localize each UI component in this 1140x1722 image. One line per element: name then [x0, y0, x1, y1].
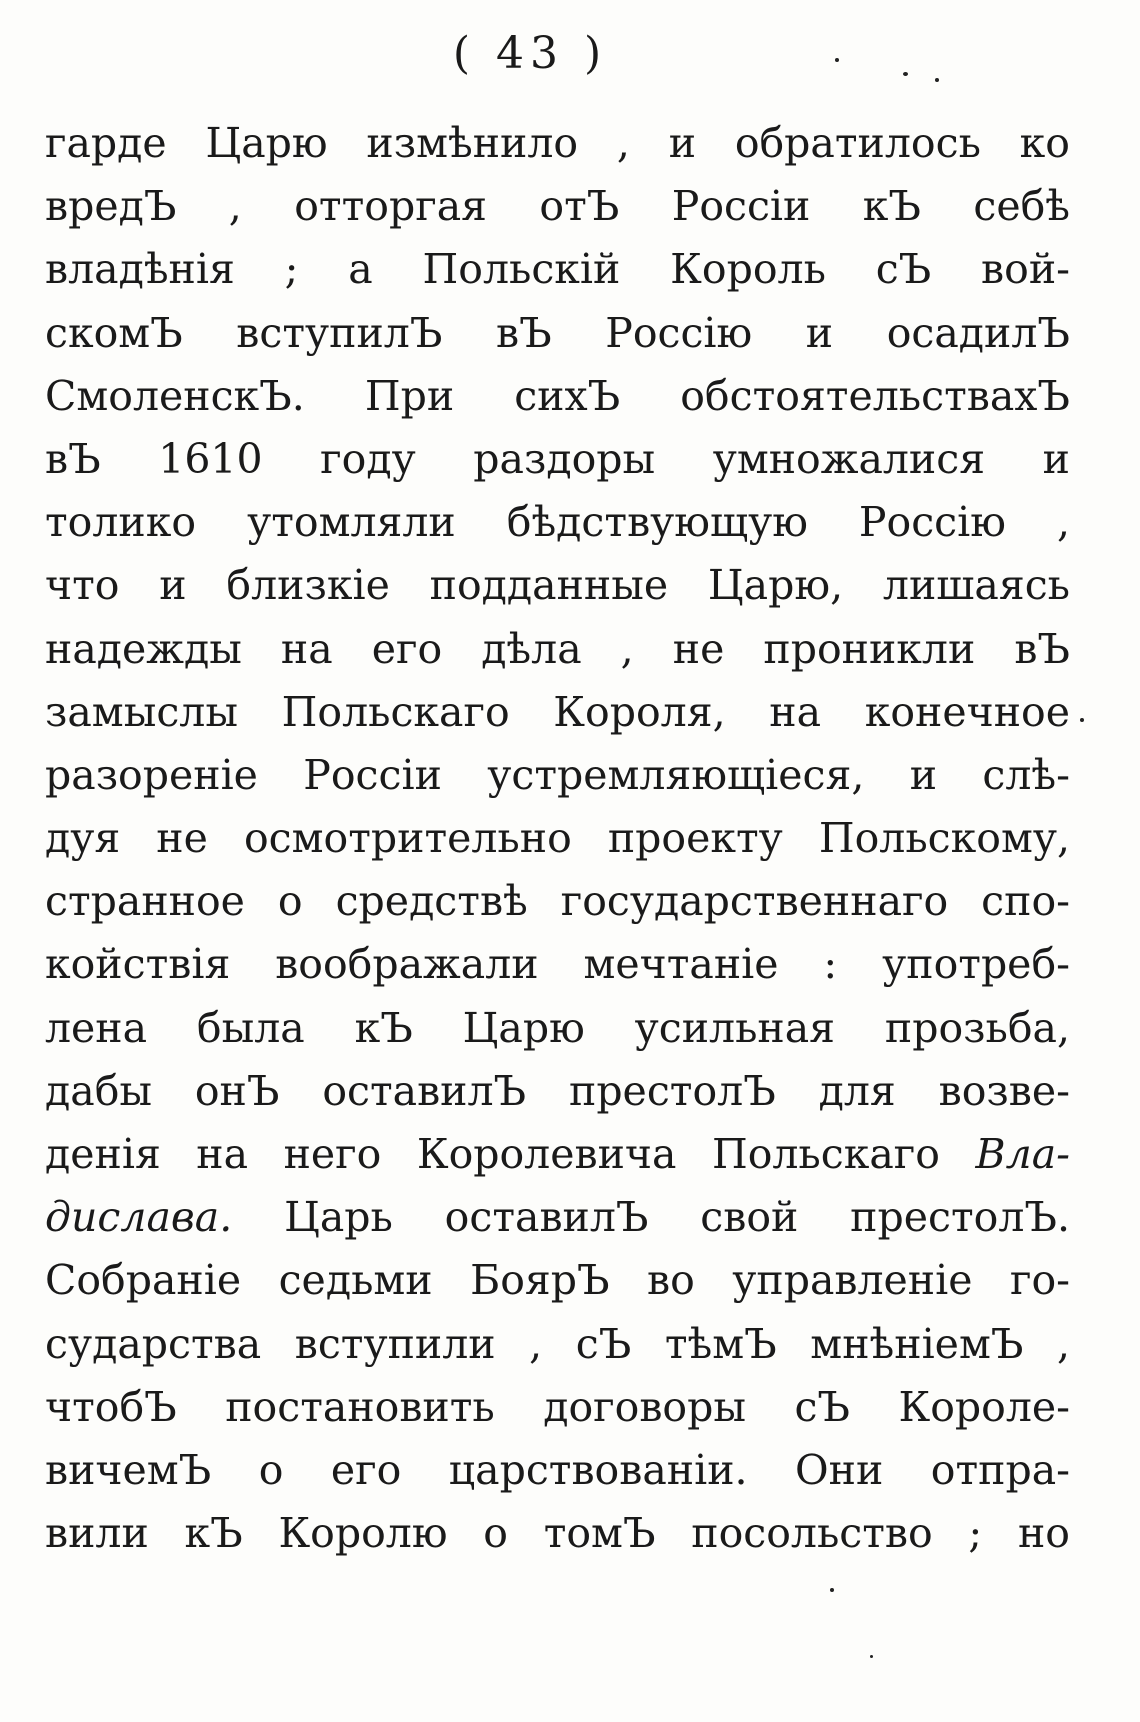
- text-line: вичемЪ о его царствованіи. Они отпра-: [45, 1445, 1070, 1494]
- text-line: дуя не осмотрительно проекту Польскому,: [45, 814, 1070, 863]
- text-line: толико утомляли бѣдствующую Россію ,: [45, 498, 1070, 547]
- text-line: надежды на его дѣла , не проникли вЪ: [45, 624, 1070, 673]
- page-number: ( 43 ): [452, 28, 608, 79]
- scan-speck: [903, 72, 908, 76]
- text-line: вили кЪ Королю о томЪ посольство ; но: [45, 1509, 1070, 1558]
- text-line: чтобЪ постановить договоры сЪ Короле-: [45, 1382, 1070, 1431]
- scan-speck: [870, 1655, 873, 1658]
- text-line: скомЪ вступилЪ вЪ Россію и осадилЪ: [45, 308, 1070, 357]
- body-text: [45, 112, 1070, 1565]
- text-line: владѣнія ; а Польскій Король сЪ вой-: [45, 245, 1070, 294]
- text-line: СмоленскЪ. При сихЪ обстоятельствахЪ: [45, 371, 1070, 420]
- text-line: койствія воображали мечтаніе : употреб-: [45, 940, 1070, 989]
- text-line: разореніе Россіи устремляющіеся, и слѣ-: [45, 750, 1070, 799]
- text-line: что и близкіе подданные Царю, лишаясь: [45, 561, 1070, 610]
- text-run: денія на него Королевича Польскаго: [45, 1130, 976, 1178]
- scan-speck: [935, 78, 939, 82]
- text-run: Царь оставилЪ свой престолЪ.: [232, 1193, 1070, 1242]
- text-line-with-italic: [45, 1186, 1070, 1249]
- text-line-with-italic: [45, 1123, 1070, 1186]
- text-line: вЪ 1610 году раздоры умножалися и: [45, 434, 1070, 483]
- italic-name: дислава.: [45, 1193, 233, 1242]
- text-line: странное о средствѣ государственнаго спо-: [45, 877, 1070, 926]
- text-line: сударства вступили , сЪ тѣмЪ мнѣніемЪ ,: [45, 1319, 1070, 1368]
- scan-speck: [1080, 718, 1084, 722]
- scan-speck: [830, 1588, 834, 1592]
- text-line: Собраніе седьми БоярЪ во управленіе го-: [45, 1256, 1070, 1305]
- text-line: гарде Царю измѣнило , и обратилось ко: [45, 119, 1070, 167]
- scan-speck: [835, 58, 839, 62]
- text-line: дабы онЪ оставилЪ престолЪ для возве-: [45, 1066, 1070, 1115]
- text-line: вредЪ , отторгая отЪ Россіи кЪ себѣ: [45, 182, 1070, 231]
- text-line: лена была кЪ Царю усильная прозьба,: [45, 1003, 1070, 1052]
- italic-name: Вла-: [975, 1130, 1070, 1178]
- text-line: замыслы Польскаго Короля, на конечное: [45, 687, 1070, 736]
